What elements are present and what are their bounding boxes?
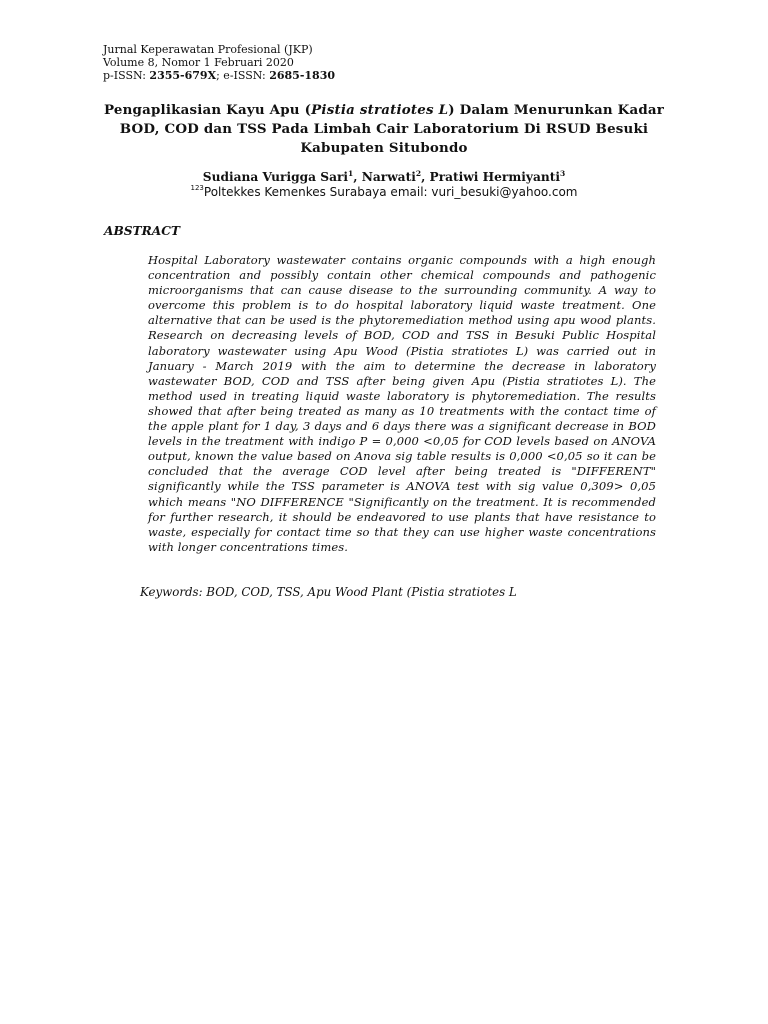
author-2-sup: 2 xyxy=(415,169,422,178)
affiliation-sup: 123 xyxy=(190,184,204,192)
journal-volume: Volume 8, Nomor 1 Februari 2020 xyxy=(103,56,294,69)
eissn-value: 2685-1830 xyxy=(269,69,335,82)
author-3-sup: 3 xyxy=(559,169,566,178)
author-1-sup: 1 xyxy=(348,169,354,178)
affiliation-text: Poltekkes Kemenkes Surabaya email: vuri_besuki@yahoo.com xyxy=(203,185,578,199)
abstract-paragraph: Hospital Laboratory wastewater contains organic compounds with a high enough concentration and possibly contain other chemical compounds and pathogenic microorganisms that can cause disease to the surrounding community. A way to overcome this problem is to do hospital laboratory liquid waste treatment. One alternative that can be used is the phytoremediation method using apu wood plants. Research on decreasing levels of BOD, COD and TSS in Besuki Public Hospital laboratory wastewater using Apu Wood (Pistia stratiotes L) was carried out in January - March 2019 with the aim to determine the decrease in laboratory wastewater BOD, COD and TSS after being given Apu (Pistia stratiotes L). The method used in treating liquid waste laboratory is phytoremediation. The results showed that after being treated as many as 10 treatments with the contact time of the apple plant for 1 day, 3 days and 6 days there was a significant decrease in BOD levels in the treatment with indigo P = 0,000 <0,05 for COD levels based on ANOVA output, known the value based on Anova sig table results is 0,000 <0,05 so it can be concluded that the average COD level after being treated is "DIFFERENT" significantly while the TSS parameter is ANOVA test with sig value 0,309> 0,05 which means "NO DIFFERENCE "Significantly on the treatment. It is recommended for further research, it should be endeavored to use plants that have resistance to waste, especially for contact time so that they can use higher waste concentrations with longer concentrations times. xyxy=(148,253,656,554)
author-list xyxy=(100,170,668,185)
title-italic-species: Pistia stratiotes L xyxy=(311,102,449,118)
abstract-body xyxy=(148,253,656,555)
journal-header xyxy=(103,43,335,82)
pissn-value: 2355-679X xyxy=(149,69,217,82)
keywords-line: Keywords: BOD, COD, TSS, Apu Wood Plant (Pistia stratiotes L xyxy=(140,585,517,599)
eissn-label: ; e-ISSN: xyxy=(216,69,270,82)
author-2: , Narwati xyxy=(353,170,416,184)
abstract-heading: ABSTRACT xyxy=(104,224,180,238)
author-3: , Pratiwi Hermiyanti xyxy=(421,170,560,184)
title-part-2: ) Dalam Menurunkan Kadar BOD, COD dan TSS Pada Limbah Cair Laboratorium Di RSUD Besuki Kabupaten Situbondo xyxy=(119,102,665,156)
affiliation xyxy=(100,184,668,200)
journal-name: Jurnal Keperawatan Profesional (JKP) xyxy=(103,43,313,56)
title-part-1: Pengaplikasian Kayu Apu ( xyxy=(103,102,312,118)
author-1: Sudiana Vurigga Sari xyxy=(202,170,349,184)
pissn-label: p-ISSN: xyxy=(103,69,150,82)
paper-title xyxy=(100,101,668,158)
issn-line xyxy=(103,69,335,82)
